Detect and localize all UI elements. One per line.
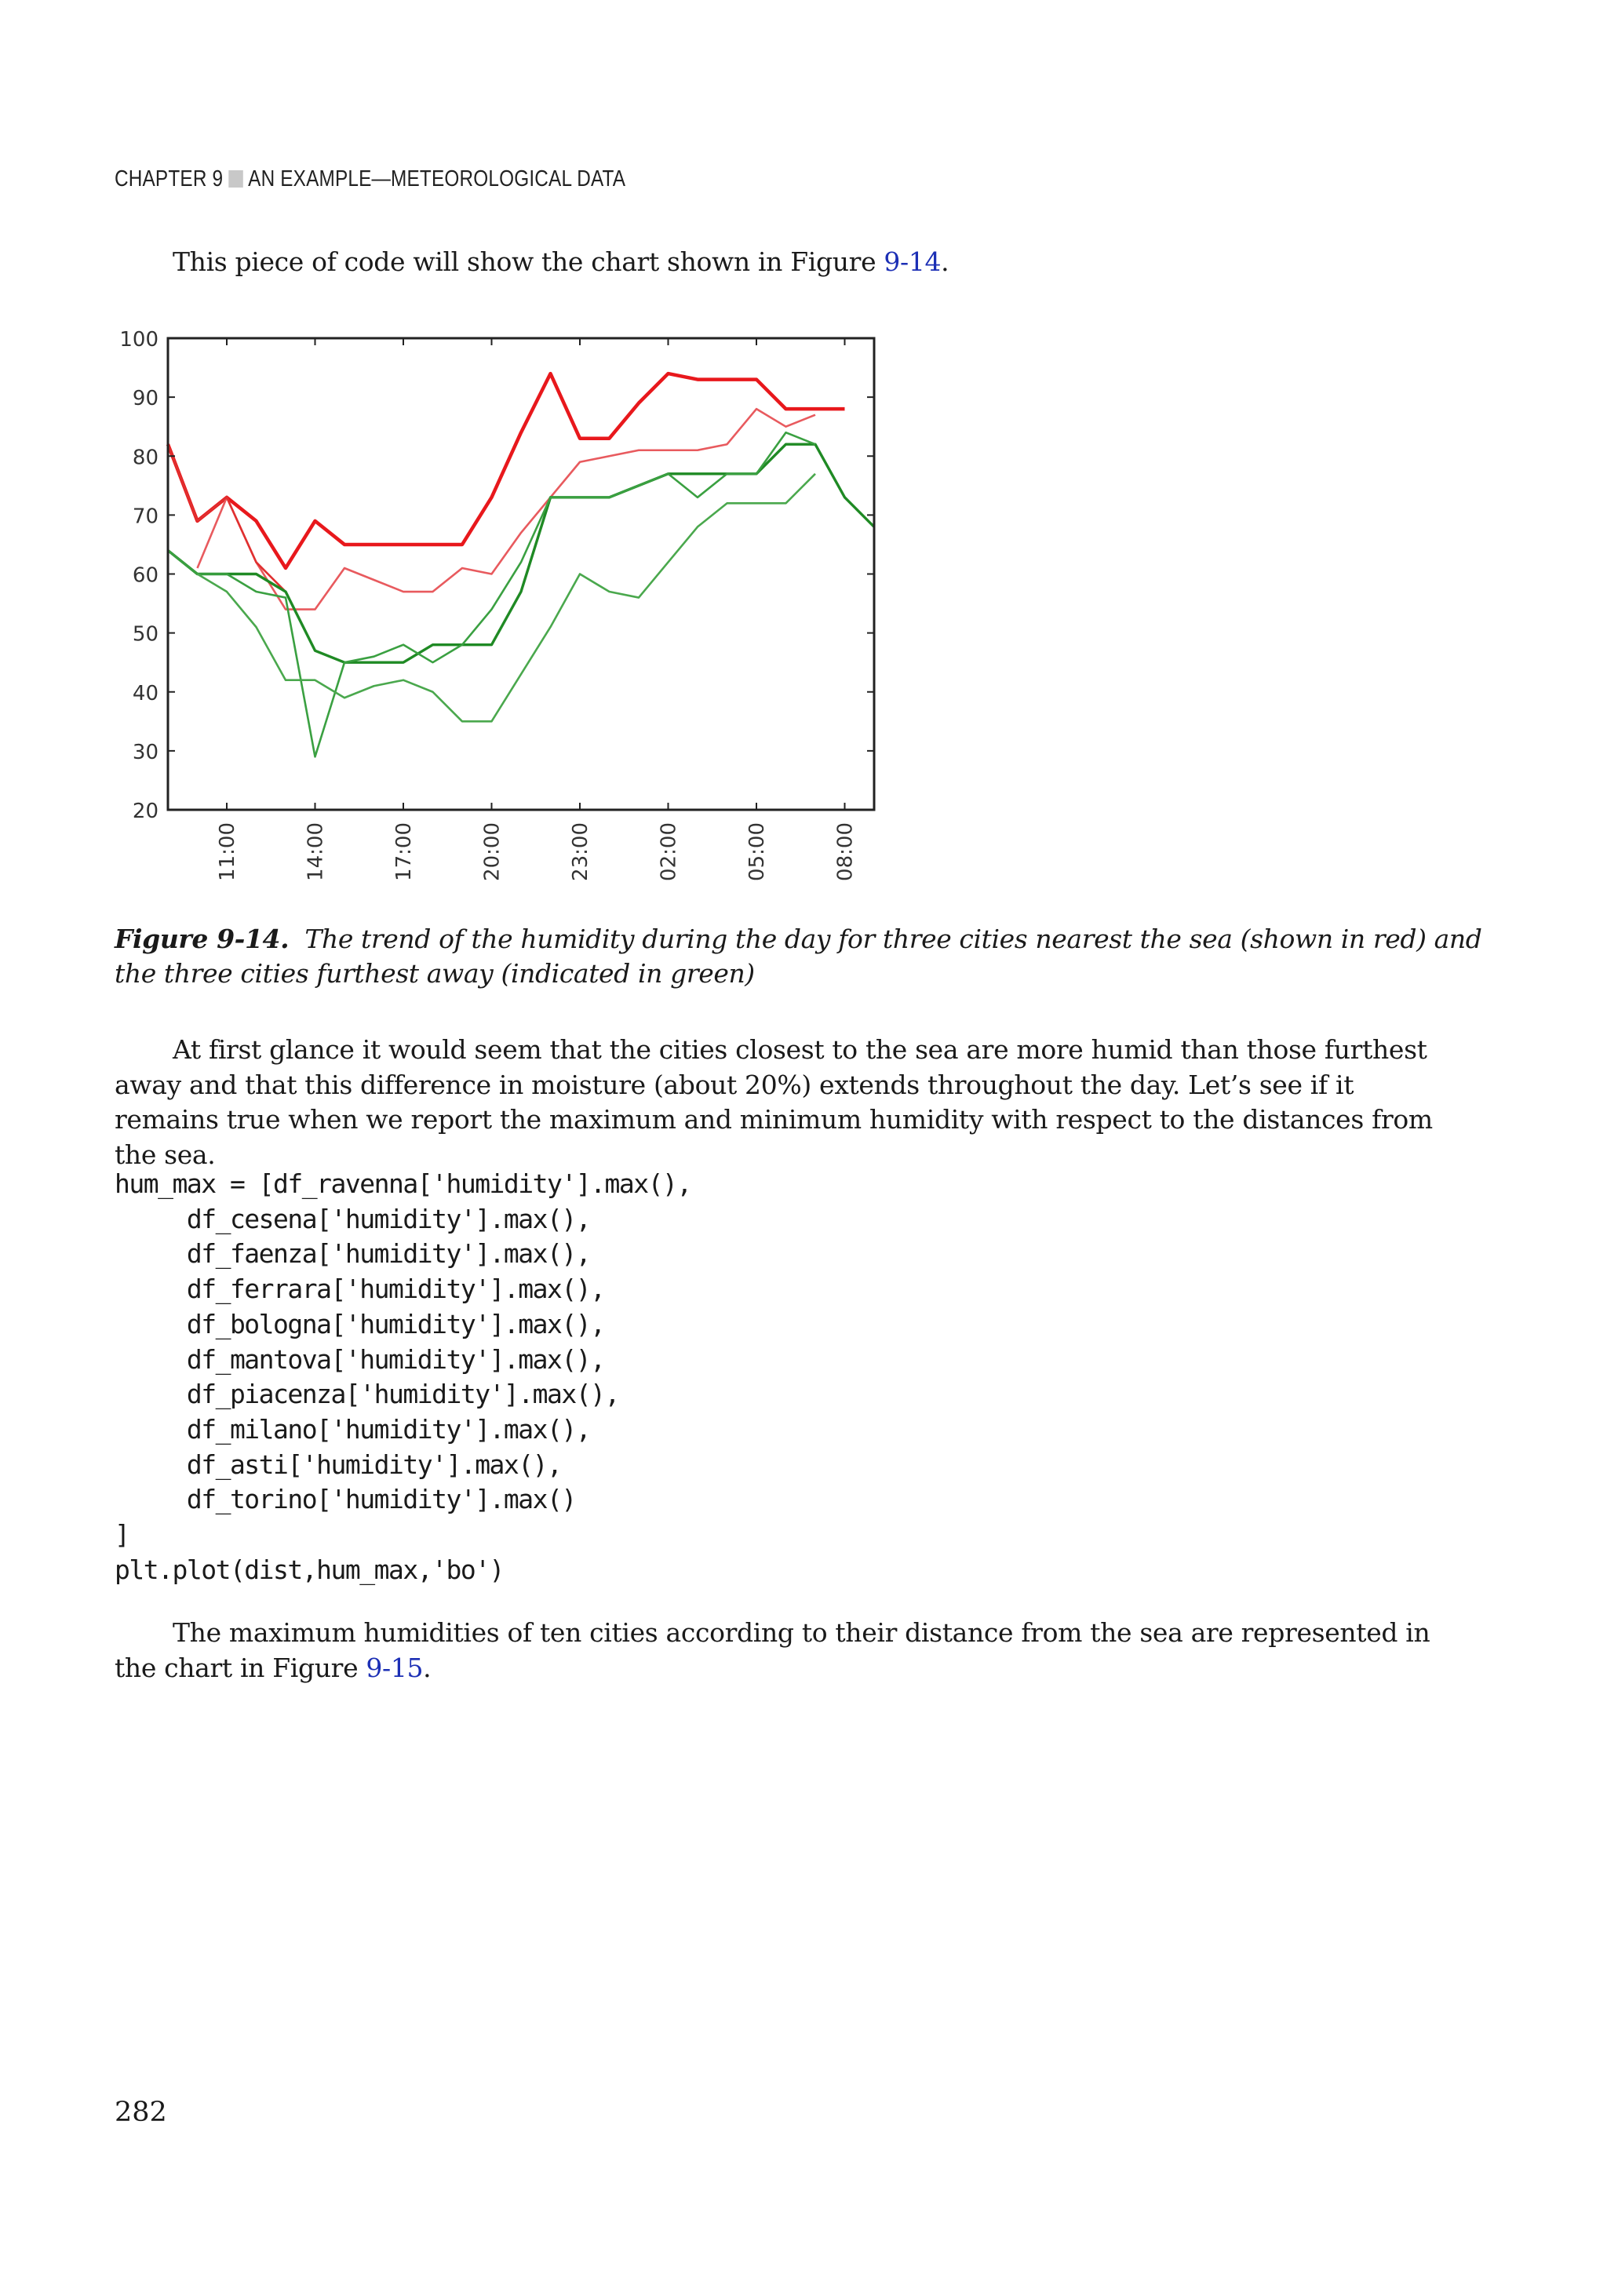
intro-paragraph bbox=[115, 245, 1448, 280]
x-tick-label: 17:00 bbox=[392, 822, 416, 881]
series-line-3 bbox=[168, 444, 286, 592]
figure-ref-9-14[interactable]: 9-14 bbox=[884, 246, 942, 277]
figure-ref-9-15[interactable]: 9-15 bbox=[366, 1652, 424, 1683]
x-tick-label: 11:00 bbox=[216, 822, 239, 881]
chapter-title: AN EXAMPLE—METEOROLOGICAL DATA bbox=[248, 166, 626, 191]
y-tick-label: 30 bbox=[132, 740, 159, 764]
y-tick-label: 100 bbox=[119, 328, 159, 352]
caption-label: Figure 9-14. bbox=[115, 924, 290, 954]
chart-svg bbox=[110, 318, 895, 898]
x-tick-label: 20:00 bbox=[480, 822, 505, 881]
x-tick-label: 08:00 bbox=[833, 822, 858, 881]
plot-frame bbox=[168, 338, 874, 810]
y-tick-label: 70 bbox=[132, 505, 159, 529]
figure-caption bbox=[115, 922, 1496, 991]
y-tick-label: 90 bbox=[132, 387, 159, 411]
series-line-5 bbox=[168, 432, 815, 756]
code-block: hum_max = [df_ravenna['humidity'].max(), df_cesena['humidity'].max(), df_faenza['humidity'].max(), df_ferrara['humidity'].max(), df_bologna['humidity'].max(), df_mantova['humidity'].max(), df_piacenza['humidity'].max(), df_milano['humidity'].max(), df_asti['humidity'].max(), df_torino['humidity'].max() ] plt.plot(dist,hum_max,'bo') bbox=[115, 1168, 691, 1585]
header-square-icon bbox=[228, 170, 242, 188]
series-line-2 bbox=[198, 409, 816, 609]
para2-end: . bbox=[423, 1652, 432, 1683]
body-paragraph-2 bbox=[115, 1616, 1448, 1686]
body-paragraph-1: At first glance it would seem that the cities closest to the sea are more humid than those furthest away and that this difference in moisture (about 20%) extends throughout the day. Let’s see if it remains true when we report the maximum and minimum humidity with respect to the distances from the sea. bbox=[115, 1034, 1433, 1170]
caption-text: The trend of the humidity during the day for three cities nearest the sea (shown in red) and the three cities furthest away (indicated in green) bbox=[115, 924, 1482, 989]
y-tick-label: 60 bbox=[132, 563, 159, 588]
page-number: 282 bbox=[115, 2097, 167, 2128]
x-tick-label: 05:00 bbox=[745, 822, 769, 881]
para2-text: The maximum humidities of ten cities according to their distance from the sea are represented in the chart in Figure bbox=[115, 1617, 1430, 1683]
intro-end: . bbox=[941, 246, 949, 277]
series-line-1 bbox=[168, 374, 845, 568]
x-tick-label: 23:00 bbox=[569, 822, 592, 881]
series-line-4 bbox=[168, 444, 874, 662]
intro-text: This piece of code will show the chart shown in Figure bbox=[173, 246, 884, 277]
x-tick-label: 02:00 bbox=[657, 822, 681, 881]
y-tick-label: 80 bbox=[132, 446, 159, 470]
y-tick-label: 40 bbox=[132, 681, 159, 705]
humidity-chart bbox=[110, 318, 895, 898]
y-tick-label: 20 bbox=[132, 800, 159, 823]
y-tick-label: 50 bbox=[132, 622, 159, 647]
running-header bbox=[115, 166, 625, 192]
x-tick-label: 14:00 bbox=[304, 822, 328, 881]
chapter-label: CHAPTER 9 bbox=[115, 166, 224, 191]
